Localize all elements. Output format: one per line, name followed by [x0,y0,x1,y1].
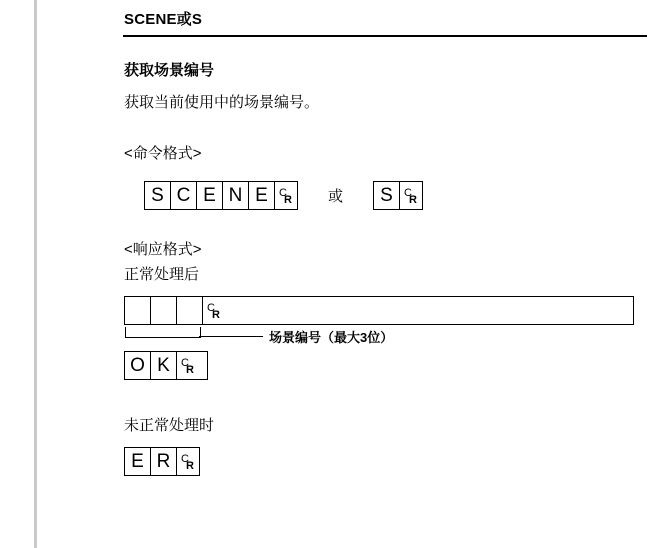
cr-r: R [284,193,292,206]
response-cell: E [125,448,151,475]
page-left-rule [34,0,37,548]
response-cell [151,297,177,324]
or-word: 或 [328,188,344,205]
response-boxes-blank [124,296,634,325]
cr-icon [279,186,293,206]
command-cell: E [197,182,223,209]
cr-r: R [186,363,194,376]
cr-cell [275,182,297,209]
brace-leader-line [199,336,263,337]
cr-c: C [404,186,412,199]
cr-c: C [279,186,287,199]
response-boxes-ok [124,351,208,380]
command-format-label: <命令格式> [124,145,202,162]
response-cell [125,297,151,324]
section-title-divider [123,35,647,37]
cr-r: R [212,308,220,321]
cr-cell [177,352,199,379]
error-response-row [124,447,634,476]
abnormal-result-label: 未正常处理时 [124,417,215,434]
cr-c: C [207,301,215,314]
response-cell: K [151,352,177,379]
cr-c: C [181,356,189,369]
cr-icon [181,356,195,376]
cr-c: C [181,452,189,465]
section-title: SCENE或S [124,11,203,28]
cr-icon [181,452,195,472]
command-cell: S [374,182,400,209]
scene-number-caption: 场景编号（最大3位） [269,330,394,345]
cr-icon [404,186,418,206]
cr-cell [177,448,199,475]
cr-icon [207,301,221,321]
command-cell: N [223,182,249,209]
command-cell: E [249,182,275,209]
command-boxes-short [373,181,423,210]
response-cell: O [125,352,151,379]
response-cell: R [151,448,177,475]
response-cell [177,297,203,324]
normal-result-label: 正常处理后 [124,266,200,283]
command-cell: C [171,182,197,209]
command-format-row [144,181,634,210]
normal-response-block [124,296,634,380]
sub-heading: 获取场景编号 [124,62,215,79]
description-text: 获取当前使用中的场景编号。 [124,94,320,111]
cr-r: R [409,193,417,206]
response-boxes-er [124,447,200,476]
cr-cell [400,182,422,209]
command-cell: S [145,182,171,209]
response-format-label: <响应格式> [124,241,202,258]
cr-cell [203,297,225,324]
scene-number-brace [124,325,634,351]
cr-r: R [186,459,194,472]
brace-shape [125,327,201,338]
document-page [124,0,634,548]
command-boxes-long [144,181,298,210]
